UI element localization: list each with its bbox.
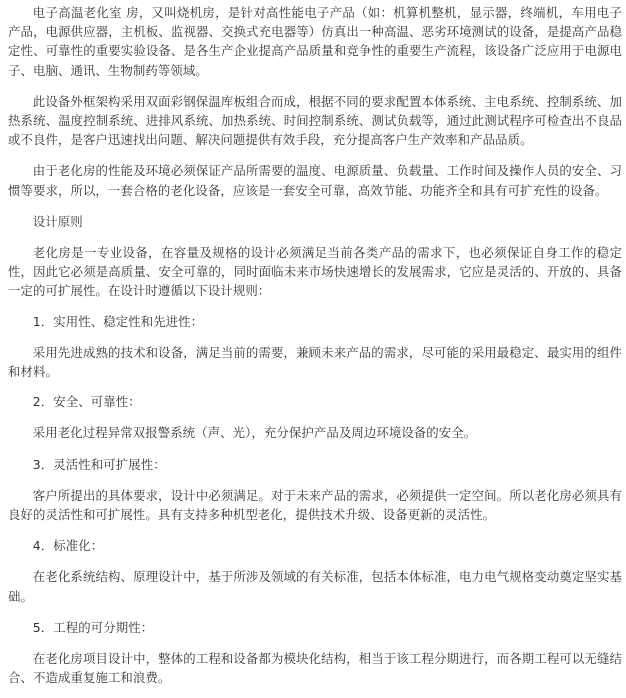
intro-paragraph: 电子高温老化室 房，又叫烧机房，是针对高性能电子产品（如：机算机整机，显示器，终端机，车用电子产品，电源供应器，主机板、监视器、交换式充电器等）仿真出一种高温、恶劣环境测试的设备，是提高产品稳定性、可靠性的重要实验设备、是各生产企业提高产品质量和竞争性的重要生产流程，该设备广泛应用于电源电子、电脑、通讯、生物制药等领域。 [8,5,622,78]
principles-paragraph: 老化房是一专业设备，在容量及规格的设计必须满足当前各类产品的需求下，也必须保证自身工作的稳定性，因此它必须是高质量、安全可靠的，同时面临未来市场快速增长的发展需求，它应是灵活的、开放的、具备一定的可扩展性。在设计时遵循以下设计规则： [8,245,622,299]
structure-paragraph: 此设备外框架构采用双面彩钢保温库板组合而成，根据不同的要求配置本体系统、主电系统、控制系统、加热系统、温度控制系统、进排风系统、加热系统、时间控制系统、测试负载等，通过此测试程序可检查出不良品或不良件，是客户迅速找出问题、解决问题提供有效手段，充分提高客户生产效率和产品品质。 [8,93,622,148]
rule-1-heading: 1．实用性、稳定性和先进性： [32,313,204,329]
rule-5-text: 在老化房项目设计中，整体的工程和设备都为模块化结构，相当于该工程分期进行，而各期工程可以无缝结合、不造成重复施工和浪费。 [8,651,622,686]
rule-2-heading: 2．安全、可靠性： [32,394,141,410]
rule-3-heading: 3．灵活性和可扩展性： [32,456,166,472]
rule-1-text: 采用先进成熟的技术和设备，满足当前的需要，兼顾未来产品的需求，尽可能的采用最稳定、最实用的组件和材料。 [8,344,622,380]
rule-4-text: 在老化系统结构、原理设计中，基于所涉及领域的有关标准，包括本体标准，电力电气规格变动奠定坚实基础。 [8,569,622,604]
rule-3-text: 客户所提出的具体要求，设计中必须满足。对于未来产品的需求，必须提供一定空间。所以老化房必须具有良好的灵活性和可扩展性。具有支持多种机型老化，提供技术升级、设备更新的灵活性。 [8,487,622,523]
rule-4-heading: 4．标准化： [32,538,104,554]
section-heading: 设计原则 [32,213,83,229]
requirements-paragraph: 由于老化房的性能及环境必须保证产品所需要的温度、电源质量、负载量、工作时间及操作人员的安全、习惯等要求，所以，一套合格的老化设备，应该是一套安全可靠，高效节能、功能齐全和具有可扩充性的设备。 [8,163,622,198]
rule-2-text: 采用老化过程异常双报警系统（声、光），充分保护产品及周边环境设备的安全。 [32,425,477,441]
rule-5-heading: 5．工程的可分期性： [32,619,154,635]
